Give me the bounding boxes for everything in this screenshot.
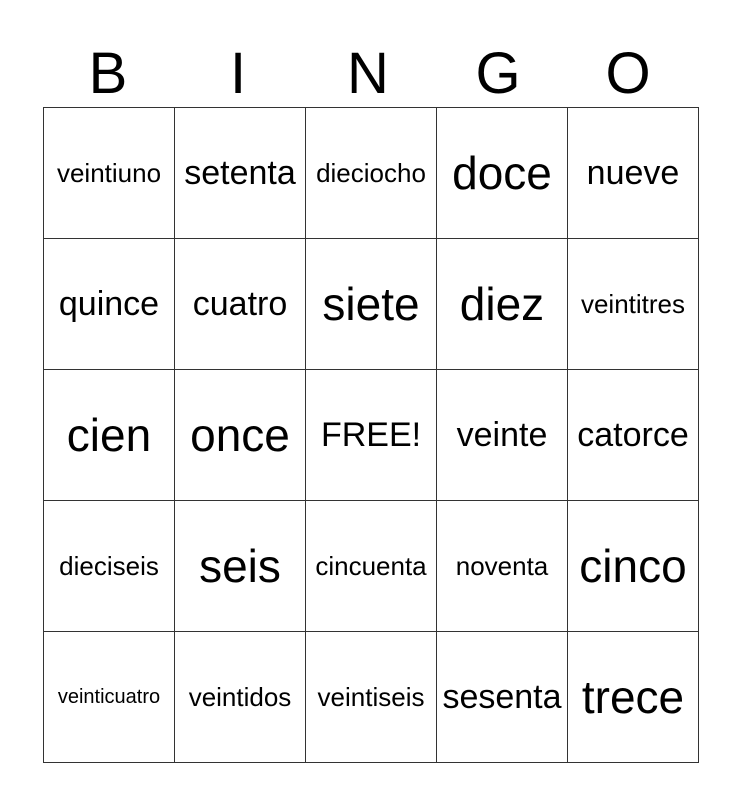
grid-row	[44, 239, 699, 370]
grid-row	[44, 370, 699, 501]
header-letter-i: I	[229, 41, 247, 106]
grid-row	[44, 108, 699, 239]
grid-row	[44, 501, 699, 632]
bingo-cell: dieciseis	[44, 501, 175, 632]
bingo-cell: veintiuno	[44, 108, 175, 239]
bingo-cell: siete	[306, 239, 437, 370]
grid-row	[44, 632, 699, 763]
bingo-cell: seis	[175, 501, 306, 632]
bingo-cell: diez	[437, 239, 568, 370]
bingo-cell: cincuenta	[306, 501, 437, 632]
bingo-cell: veintiseis	[306, 632, 437, 763]
bingo-cell: cien	[44, 370, 175, 501]
free-space-cell: FREE!	[306, 370, 437, 501]
bingo-grid	[43, 107, 699, 763]
bingo-cell: trece	[568, 632, 699, 763]
header-letter-b: B	[88, 41, 128, 106]
bingo-cell: dieciocho	[306, 108, 437, 239]
header-letter-n: N	[347, 41, 389, 106]
header-letter-g: G	[475, 41, 521, 106]
bingo-cell: once	[175, 370, 306, 501]
bingo-cell: cuatro	[175, 239, 306, 370]
header-letter-o: O	[605, 41, 651, 106]
bingo-cell: nueve	[568, 108, 699, 239]
bingo-cell: veintidos	[175, 632, 306, 763]
bingo-cell: quince	[44, 239, 175, 370]
bingo-cell: doce	[437, 108, 568, 239]
bingo-header	[43, 40, 693, 108]
bingo-cell: noventa	[437, 501, 568, 632]
bingo-cell: veinticuatro	[44, 632, 175, 763]
bingo-cell: catorce	[568, 370, 699, 501]
bingo-cell: veintitres	[568, 239, 699, 370]
bingo-cell: cinco	[568, 501, 699, 632]
bingo-cell: sesenta	[437, 632, 568, 763]
bingo-cell: setenta	[175, 108, 306, 239]
bingo-cell: veinte	[437, 370, 568, 501]
